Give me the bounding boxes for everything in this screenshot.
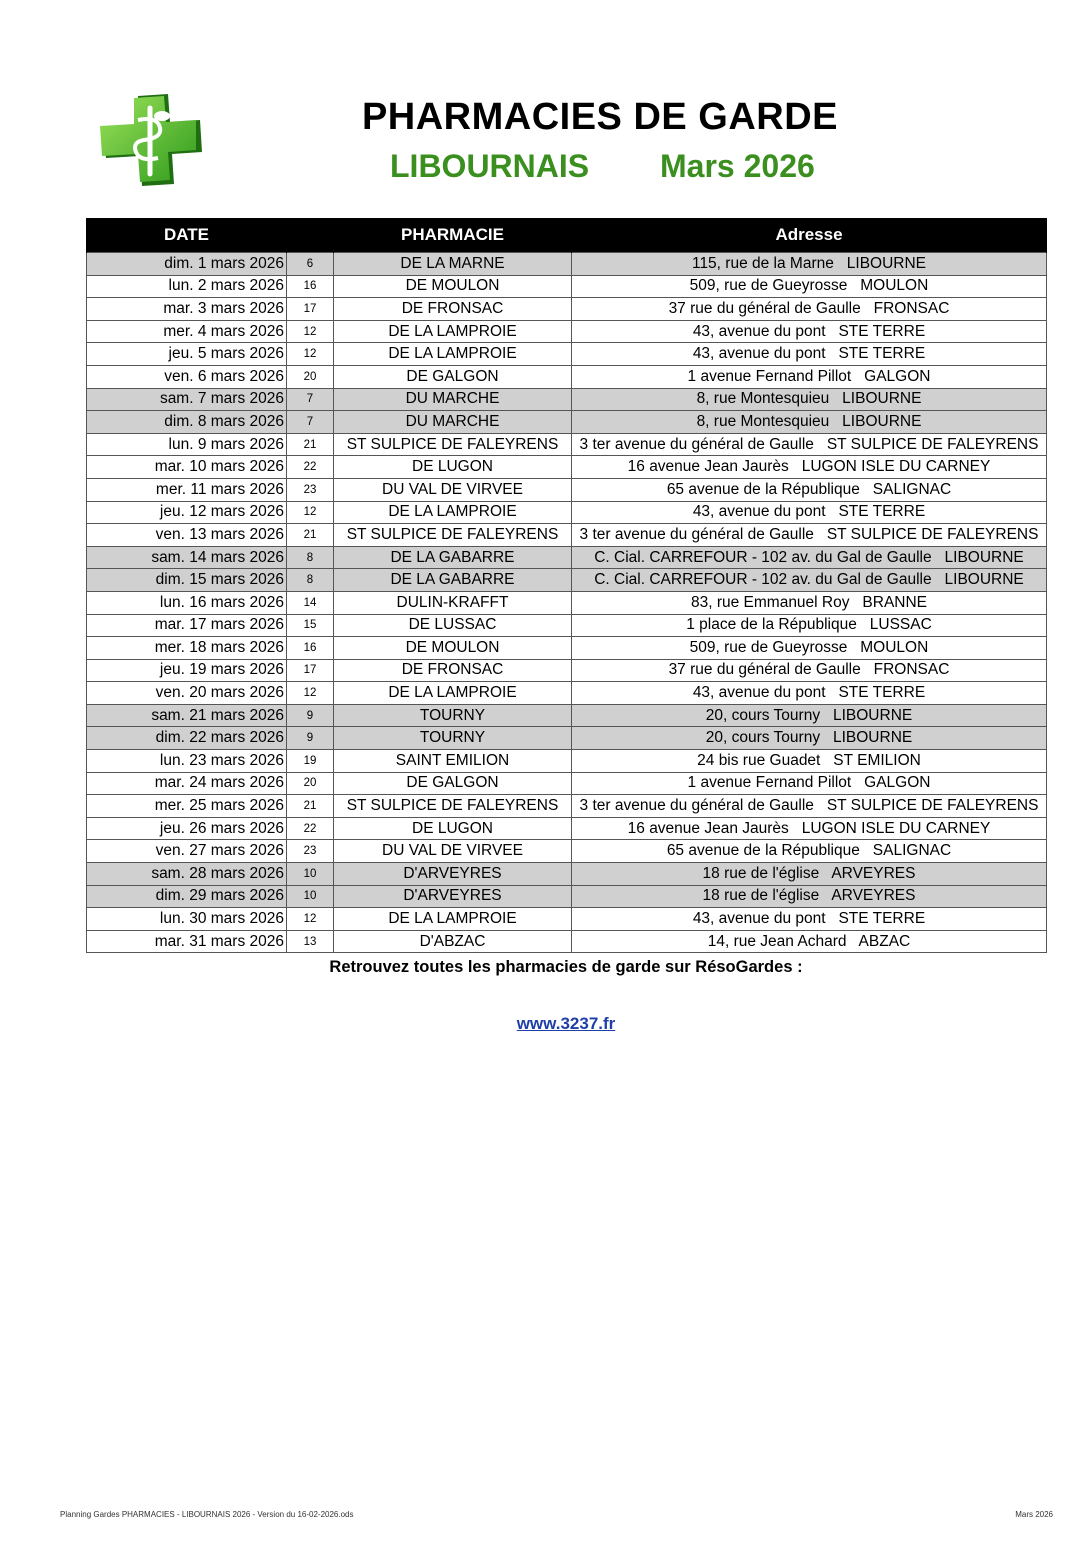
cell-adresse: 509, rue de Gueyrosse MOULON	[572, 275, 1047, 298]
cell-pharmacie: ST SULPICE DE FALEYRENS	[334, 433, 572, 456]
cell-pharmacie: TOURNY	[334, 704, 572, 727]
table-row	[87, 704, 1047, 727]
cell-pharmacie: ST SULPICE DE FALEYRENS	[334, 524, 572, 547]
table-row	[87, 546, 1047, 569]
cell-adresse: 20, cours Tourny LIBOURNE	[572, 704, 1047, 727]
resogardes-message: Retrouvez toutes les pharmacies de garde sur RésoGardes :	[329, 958, 803, 976]
cell-code: 12	[287, 501, 334, 524]
table-row	[87, 456, 1047, 479]
cell-code: 14	[287, 591, 334, 614]
cell-adresse: 43, avenue du pont STE TERRE	[572, 682, 1047, 705]
cell-pharmacie: DE LA LAMPROIE	[334, 501, 572, 524]
document-footer: Planning Gardes PHARMACIES - LIBOURNAIS 2026 - Version du 16-02-2026.ods	[60, 1510, 354, 1519]
cell-adresse: 14, rue Jean Achard ABZAC	[572, 930, 1047, 953]
cell-pharmacie: DE LA LAMPROIE	[334, 320, 572, 343]
cell-date: jeu. 19 mars 2026	[87, 659, 287, 682]
cell-date: mer. 4 mars 2026	[87, 320, 287, 343]
table-row	[87, 817, 1047, 840]
cell-adresse: 1 avenue Fernand Pillot GALGON	[572, 772, 1047, 795]
table-row	[87, 365, 1047, 388]
table-row	[87, 343, 1047, 366]
cell-pharmacie: DU VAL DE VIRVEE	[334, 478, 572, 501]
cell-date: jeu. 26 mars 2026	[87, 817, 287, 840]
cell-adresse: 43, avenue du pont STE TERRE	[572, 320, 1047, 343]
cell-code: 12	[287, 682, 334, 705]
cell-pharmacie: DULIN-KRAFFT	[334, 591, 572, 614]
table-row	[87, 863, 1047, 886]
cell-pharmacie: TOURNY	[334, 727, 572, 750]
cell-pharmacie: DE GALGON	[334, 365, 572, 388]
cell-code: 12	[287, 320, 334, 343]
cell-adresse: 3 ter avenue du général de Gaulle ST SULPICE DE FALEYRENS	[572, 795, 1047, 818]
cell-adresse: 8, rue Montesquieu LIBOURNE	[572, 411, 1047, 434]
cell-adresse: 37 rue du général de Gaulle FRONSAC	[572, 659, 1047, 682]
cell-code: 8	[287, 546, 334, 569]
table-row	[87, 298, 1047, 321]
cell-date: dim. 15 mars 2026	[87, 569, 287, 592]
cell-code: 23	[287, 840, 334, 863]
cell-date: mer. 25 mars 2026	[87, 795, 287, 818]
table-row	[87, 569, 1047, 592]
month-label: Mars 2026	[660, 148, 815, 184]
table-row	[87, 433, 1047, 456]
cell-adresse: C. Cial. CARREFOUR - 102 av. du Gal de Gaulle LIBOURNE	[572, 546, 1047, 569]
cell-adresse: 8, rue Montesquieu LIBOURNE	[572, 388, 1047, 411]
cell-date: mer. 18 mars 2026	[87, 637, 287, 660]
cell-code: 7	[287, 411, 334, 434]
cell-pharmacie: D'ARVEYRES	[334, 885, 572, 908]
resogardes-link-container	[86, 1014, 1046, 1034]
cell-code: 12	[287, 908, 334, 931]
cell-code: 21	[287, 433, 334, 456]
cell-code: 7	[287, 388, 334, 411]
cell-code: 20	[287, 772, 334, 795]
table-row	[87, 682, 1047, 705]
cell-pharmacie: SAINT EMILION	[334, 750, 572, 773]
cell-date: lun. 2 mars 2026	[87, 275, 287, 298]
cell-date: ven. 27 mars 2026	[87, 840, 287, 863]
cell-pharmacie: DE LA MARNE	[334, 253, 572, 276]
table-row	[87, 772, 1047, 795]
cell-adresse: 3 ter avenue du général de Gaulle ST SULPICE DE FALEYRENS	[572, 433, 1047, 456]
table-row	[87, 659, 1047, 682]
cell-code: 13	[287, 930, 334, 953]
cell-date: dim. 1 mars 2026	[87, 253, 287, 276]
region-label: LIBOURNAIS	[390, 148, 590, 184]
cell-code: 10	[287, 863, 334, 886]
cell-code: 20	[287, 365, 334, 388]
cell-code: 8	[287, 569, 334, 592]
cell-pharmacie: DU MARCHE	[334, 388, 572, 411]
cell-pharmacie: D'ABZAC	[334, 930, 572, 953]
cell-pharmacie: DU MARCHE	[334, 411, 572, 434]
cell-date: sam. 7 mars 2026	[87, 388, 287, 411]
cell-code: 10	[287, 885, 334, 908]
cell-adresse: 43, avenue du pont STE TERRE	[572, 501, 1047, 524]
pharmacy-schedule-table	[86, 218, 1047, 953]
table-row	[87, 727, 1047, 750]
cell-pharmacie: DE LA LAMPROIE	[334, 343, 572, 366]
cell-code: 12	[287, 343, 334, 366]
cell-pharmacie: DU VAL DE VIRVEE	[334, 840, 572, 863]
table-row	[87, 253, 1047, 276]
cell-code: 16	[287, 637, 334, 660]
cell-code: 22	[287, 456, 334, 479]
cell-code: 15	[287, 614, 334, 637]
table-row	[87, 388, 1047, 411]
column-header-pharmacie: PHARMACIE	[334, 218, 572, 253]
cell-adresse: 65 avenue de la République SALIGNAC	[572, 840, 1047, 863]
table-row	[87, 524, 1047, 547]
cell-adresse: 43, avenue du pont STE TERRE	[572, 343, 1047, 366]
cell-code: 16	[287, 275, 334, 298]
cell-pharmacie: ST SULPICE DE FALEYRENS	[334, 795, 572, 818]
cell-date: mar. 24 mars 2026	[87, 772, 287, 795]
cell-pharmacie: DE GALGON	[334, 772, 572, 795]
table-row	[87, 795, 1047, 818]
cell-pharmacie: DE LUSSAC	[334, 614, 572, 637]
page-title: PHARMACIES DE GARDE	[361, 96, 839, 138]
cell-pharmacie: DE LA LAMPROIE	[334, 682, 572, 705]
table-row	[87, 275, 1047, 298]
cell-date: mer. 11 mars 2026	[87, 478, 287, 501]
table-row	[87, 885, 1047, 908]
cell-code: 22	[287, 817, 334, 840]
cell-pharmacie: DE LA GABARRE	[334, 546, 572, 569]
table-row	[87, 320, 1047, 343]
cell-adresse: 20, cours Tourny LIBOURNE	[572, 727, 1047, 750]
cell-adresse: 1 avenue Fernand Pillot GALGON	[572, 365, 1047, 388]
cell-code: 17	[287, 659, 334, 682]
cell-adresse: 43, avenue du pont STE TERRE	[572, 908, 1047, 931]
cell-date: dim. 22 mars 2026	[87, 727, 287, 750]
cell-code: 23	[287, 478, 334, 501]
cell-adresse: 16 avenue Jean Jaurès LUGON ISLE DU CARNEY	[572, 817, 1047, 840]
cell-adresse: 37 rue du général de Gaulle FRONSAC	[572, 298, 1047, 321]
cell-date: mar. 31 mars 2026	[87, 930, 287, 953]
cell-adresse: 65 avenue de la République SALIGNAC	[572, 478, 1047, 501]
table-row	[87, 908, 1047, 931]
cell-date: sam. 14 mars 2026	[87, 546, 287, 569]
table-row	[87, 840, 1047, 863]
cell-code: 6	[287, 253, 334, 276]
cell-date: dim. 8 mars 2026	[87, 411, 287, 434]
cell-code: 17	[287, 298, 334, 321]
cell-pharmacie: DE LA GABARRE	[334, 569, 572, 592]
pharmacy-cross-icon	[98, 94, 202, 186]
cell-pharmacie: DE LUGON	[334, 456, 572, 479]
cell-code: 19	[287, 750, 334, 773]
cell-adresse: 115, rue de la Marne LIBOURNE	[572, 253, 1047, 276]
table-row	[87, 614, 1047, 637]
cell-adresse: 24 bis rue Guadet ST EMILION	[572, 750, 1047, 773]
column-header-code	[287, 218, 334, 253]
cell-adresse: C. Cial. CARREFOUR - 102 av. du Gal de Gaulle LIBOURNE	[572, 569, 1047, 592]
cell-adresse: 1 place de la République LUSSAC	[572, 614, 1047, 637]
cell-pharmacie: DE MOULON	[334, 275, 572, 298]
cell-date: ven. 20 mars 2026	[87, 682, 287, 705]
cell-date: dim. 29 mars 2026	[87, 885, 287, 908]
cell-pharmacie: D'ARVEYRES	[334, 863, 572, 886]
column-header-adresse: Adresse	[572, 218, 1047, 253]
cell-date: sam. 21 mars 2026	[87, 704, 287, 727]
cell-code: 9	[287, 704, 334, 727]
resogardes-link[interactable]: www.3237.fr	[516, 1014, 616, 1033]
cell-date: mar. 3 mars 2026	[87, 298, 287, 321]
cell-adresse: 3 ter avenue du général de Gaulle ST SULPICE DE FALEYRENS	[572, 524, 1047, 547]
page-label: Mars 2026	[1015, 1510, 1053, 1519]
cell-date: lun. 16 mars 2026	[87, 591, 287, 614]
table-row	[87, 501, 1047, 524]
cell-code: 21	[287, 795, 334, 818]
page-subtitle	[300, 148, 900, 188]
table-row	[87, 930, 1047, 953]
cell-date: sam. 28 mars 2026	[87, 863, 287, 886]
cell-date: ven. 6 mars 2026	[87, 365, 287, 388]
cell-pharmacie: DE LA LAMPROIE	[334, 908, 572, 931]
cell-date: ven. 13 mars 2026	[87, 524, 287, 547]
cell-code: 21	[287, 524, 334, 547]
table-row	[87, 637, 1047, 660]
cell-adresse: 18 rue de l'église ARVEYRES	[572, 863, 1047, 886]
table-row	[87, 750, 1047, 773]
cell-date: mar. 17 mars 2026	[87, 614, 287, 637]
cell-date: lun. 23 mars 2026	[87, 750, 287, 773]
cell-adresse: 83, rue Emmanuel Roy BRANNE	[572, 591, 1047, 614]
cell-pharmacie: DE LUGON	[334, 817, 572, 840]
cell-date: lun. 9 mars 2026	[87, 433, 287, 456]
cell-pharmacie: DE FRONSAC	[334, 659, 572, 682]
cell-code: 9	[287, 727, 334, 750]
table-header-row	[87, 218, 1047, 253]
table-row	[87, 411, 1047, 434]
cell-adresse: 16 avenue Jean Jaurès LUGON ISLE DU CARNEY	[572, 456, 1047, 479]
table-row	[87, 591, 1047, 614]
column-header-date: DATE	[87, 218, 287, 253]
cell-date: lun. 30 mars 2026	[87, 908, 287, 931]
cell-date: jeu. 5 mars 2026	[87, 343, 287, 366]
cell-date: jeu. 12 mars 2026	[87, 501, 287, 524]
cell-pharmacie: DE MOULON	[334, 637, 572, 660]
cell-pharmacie: DE FRONSAC	[334, 298, 572, 321]
cell-adresse: 18 rue de l'église ARVEYRES	[572, 885, 1047, 908]
cell-adresse: 509, rue de Gueyrosse MOULON	[572, 637, 1047, 660]
table-row	[87, 478, 1047, 501]
cell-date: mar. 10 mars 2026	[87, 456, 287, 479]
